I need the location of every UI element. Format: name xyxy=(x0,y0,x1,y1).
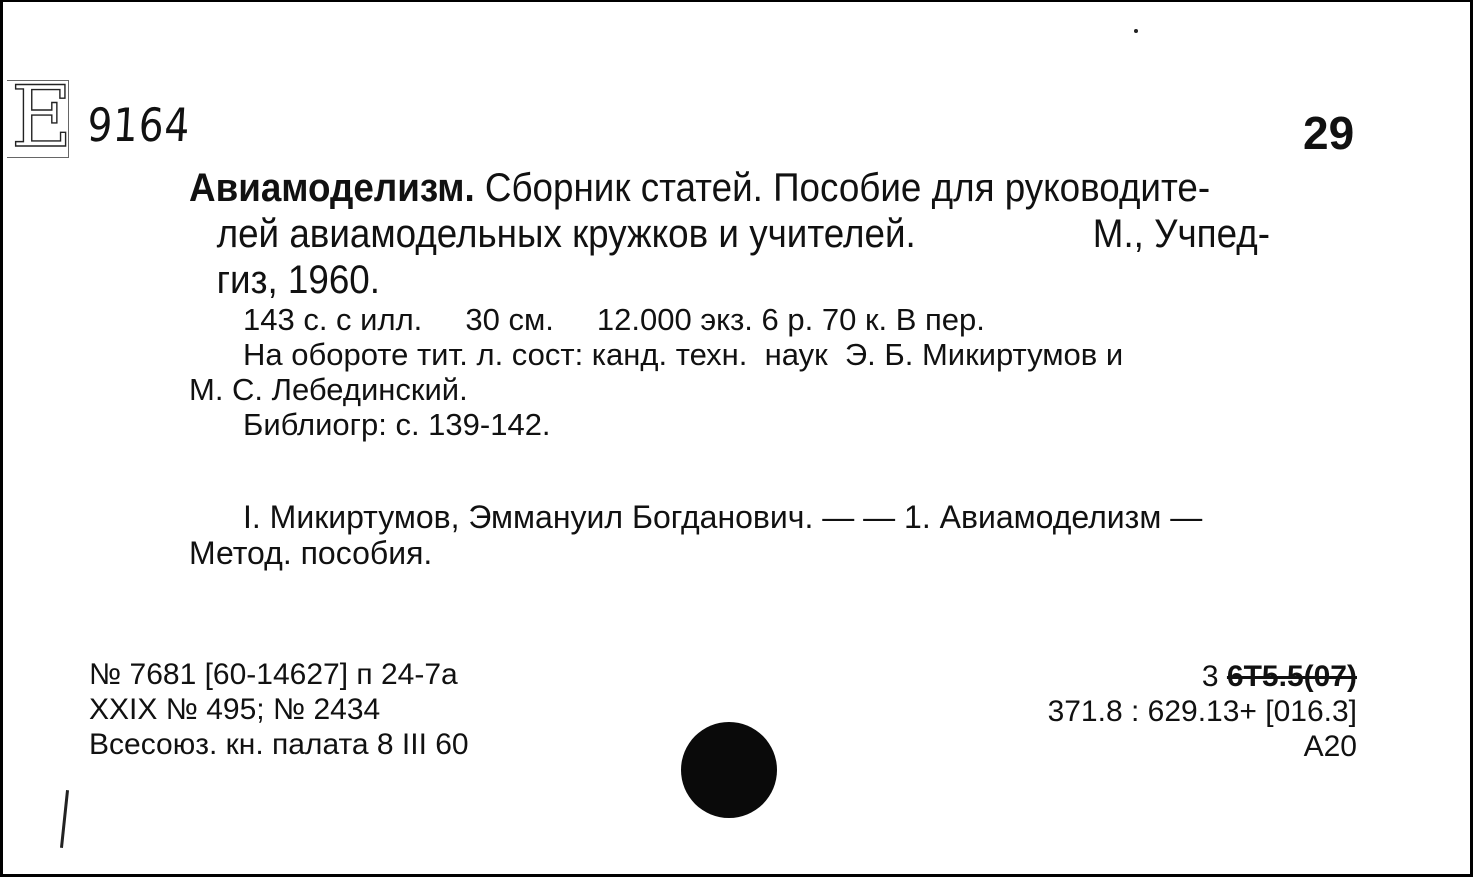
pencil-mark xyxy=(60,790,69,848)
classification-prefix: 3 xyxy=(1201,660,1227,693)
classification-line-3: А20 xyxy=(1303,730,1357,763)
description-block xyxy=(189,302,1361,442)
ink-dot xyxy=(1134,29,1138,33)
registry-line-1: № 7681 [60-14627] п 24-7а xyxy=(89,658,458,691)
title-line-2 xyxy=(189,211,1270,257)
title-main: Авиамоделизм. xyxy=(189,166,475,210)
publisher: М., Учпед- xyxy=(1092,212,1270,256)
subject-line-1: I. Микиртумов, Эммануил Богданович. — — 1. Авиамоделизм — xyxy=(243,499,1203,535)
title-subtitle: Сборник статей. Пособие для руководите- xyxy=(474,166,1211,210)
classification-info xyxy=(1048,659,1357,764)
classification-line-2: 371.8 : 629.13+ [016.3] xyxy=(1047,695,1357,728)
registry-info xyxy=(89,657,469,762)
classification-line-1 xyxy=(1048,659,1357,694)
letter-stamp xyxy=(7,68,73,166)
card-number: 29 xyxy=(1303,107,1355,159)
compilers-note-cont: М. С. Лебединский. xyxy=(189,372,468,407)
handwritten-number: 9164 xyxy=(85,98,192,152)
bibliography-note: Библиогр: с. 139-142. xyxy=(243,407,551,442)
subject-line-2: Метод. пособия. xyxy=(189,535,433,571)
title-block xyxy=(189,165,1270,303)
classification-struck: 6Т5.5(07) xyxy=(1226,660,1357,693)
punch-hole xyxy=(681,722,777,818)
registry-line-2: XXIX № 495; № 2434 xyxy=(89,693,381,726)
registry-line-3: Всесоюз. кн. палата 8 III 60 xyxy=(89,728,469,761)
title-line-1 xyxy=(189,165,1270,211)
physical-description: 143 с. с илл. 30 см. 12.000 экз. 6 р. 70 к. В пер. xyxy=(243,302,985,337)
title-audience: лей авиамодельных кружков и учителей. xyxy=(216,212,916,256)
title-line-3: гиз, 1960. xyxy=(216,258,381,302)
compilers-note: На обороте тит. л. сост: канд. техн. наук Э. Б. Микиртумов и xyxy=(243,337,1124,372)
subject-headings xyxy=(189,499,1361,571)
letter-stamp-text: Е xyxy=(11,68,73,166)
